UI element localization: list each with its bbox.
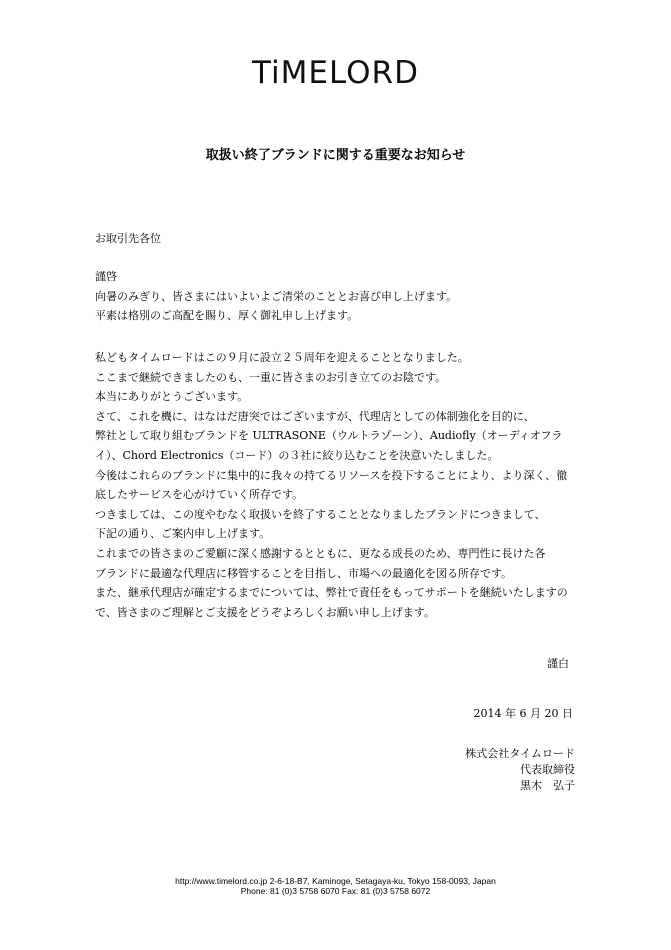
signer-position: 代表取締役: [520, 763, 575, 776]
closing-word: 謹白: [547, 657, 569, 670]
body-line: ブランドに最適な代理店に移管することを目指し、市場への最適化を図る所存です。: [95, 566, 513, 580]
body-line: 下記の通り、ご案内申し上げます。: [95, 527, 271, 541]
document-title: 取扱い終了ブランドに関する重要なお知らせ: [205, 148, 466, 163]
body-line: 今後はこれらのブランドに集中的に我々の持てるリソースを投下することにより、より深く、徹: [95, 468, 568, 482]
greeting-paragraph: [95, 267, 457, 326]
body-line: 私どもタイムロードはこの９月に設立２５周年を迎えることとなりました。: [95, 351, 469, 364]
greeting-line: 謹啓: [95, 270, 117, 283]
document-date: 2014 年 6 月 20 日: [473, 707, 573, 720]
company-logo: TiMELORD: [252, 55, 419, 91]
signature-block: [465, 746, 575, 794]
body-line: 本当にありがとうございます。: [95, 390, 249, 404]
body-line: つきましては、この度やむなく取扱いを終了することとなりましたブランドにつきまして、: [95, 507, 546, 521]
body-line: 底したサービスを心がけていく所存です。: [95, 488, 304, 502]
body-line: また、継承代理店が確定するまでについては、弊社で責任をもってサポートを継続いたしますの: [95, 586, 568, 600]
body-line: イ）、Chord Electronics（コード）の３社に絞り込むことを決意いたしました。: [95, 448, 499, 462]
greeting-line: 向暑のみぎり、皆さまにはいよいよご清栄のこととお喜び申し上げます。: [95, 289, 458, 303]
body-line: 弊社として取り組むブランドを ULTRASONE（ウルトラゾーン）、Audiofly（オーディオフラ: [95, 429, 563, 443]
body-line: これまでの皆さまのご愛顧に深く感謝するとともに、更なる成長のため、専門性に長けた各: [95, 546, 546, 560]
signer-name: 黒木 弘子: [520, 779, 575, 792]
company-name: 株式会社タイムロード: [465, 747, 575, 760]
body-line: ここまで継続できましたのも、一重に皆さまのお引き立てのお陰です。: [95, 370, 447, 384]
footer: [0, 876, 671, 896]
body-line: で、皆さまのご理解とご支援をどうぞよろしくお願い申し上げます。: [95, 605, 435, 619]
body-paragraph: [95, 348, 568, 622]
greeting-line: 平素は格別のご高配を賜り、厚く御礼申し上げます。: [95, 309, 359, 323]
footer-phone: Phone: 81 (0)3 5758 6070 Fax: 81 (0)3 5758 6072: [240, 886, 431, 896]
salutation: お取引先各位: [95, 232, 161, 245]
footer-address: http://www.timelord.co.jp 2-6-18-B7, Kaminoge, Setagaya-ku, Tokyo 158-0093, Japan: [175, 876, 496, 886]
body-line: さて、これを機に、はなはだ唐突ではございますが、代理店としての体制強化を目的に、: [95, 409, 535, 423]
